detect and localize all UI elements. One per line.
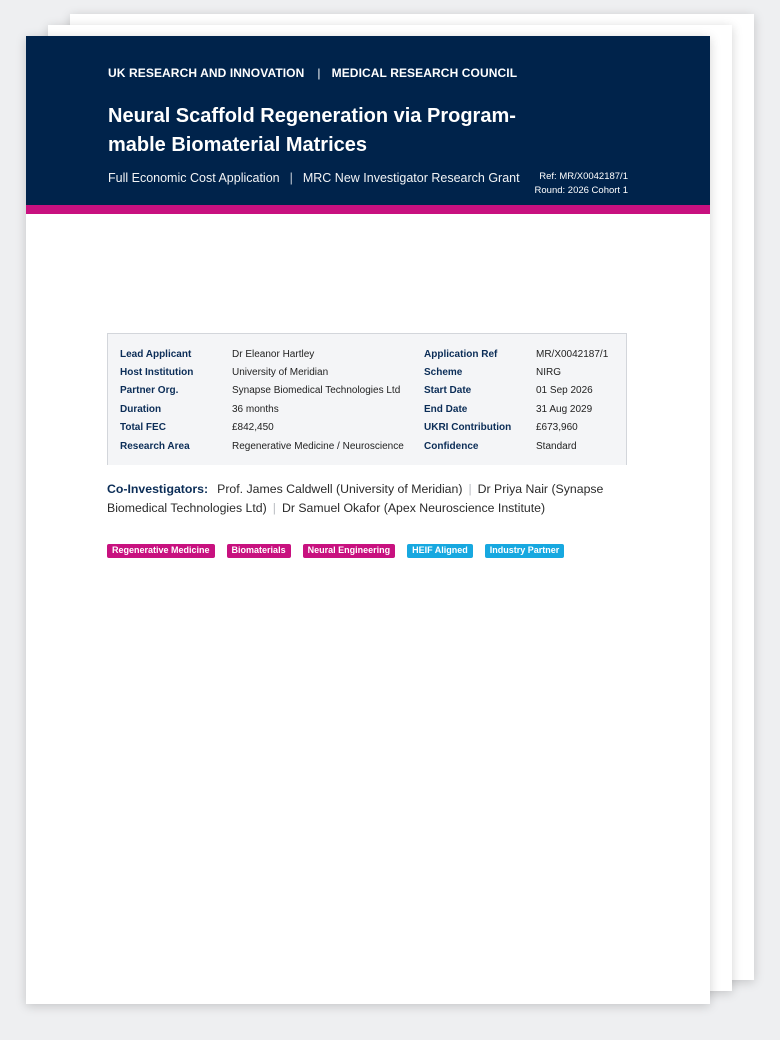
detail-value: 01 Sep 2026 (536, 385, 593, 397)
application-details-panel (107, 333, 627, 465)
tag-badge: HEIF Aligned (407, 544, 473, 558)
detail-value: NIRG (536, 367, 561, 379)
document-title: Neural Scaffold Regeneration via Program-mable Biomaterial Matrices (108, 105, 516, 156)
reference-block (535, 170, 628, 198)
co-investigators-label: Co-Investigators: (107, 482, 209, 496)
detail-label: Partner Org. (120, 385, 179, 397)
scheme-separator: | (289, 171, 293, 185)
co-investigator-name: Dr Priya Nair (Synapse Biomedical Technologies Ltd) (107, 482, 604, 515)
co-investigator-name: Dr Samuel Okafor (Apex Neuroscience Institute) (281, 500, 546, 515)
scheme-line (108, 171, 520, 185)
co-investigator-separator: | (272, 500, 276, 515)
tag-badge: Industry Partner (485, 544, 565, 558)
detail-value: Standard (536, 440, 577, 452)
tag-badge: Neural Engineering (303, 544, 396, 558)
details-row (120, 345, 608, 363)
detail-label: Start Date (424, 385, 472, 397)
detail-value: University of Meridian (232, 367, 329, 379)
accent-bar (26, 205, 710, 214)
details-table (120, 345, 608, 455)
detail-value: 36 months (232, 403, 279, 415)
detail-value: 31 Aug 2029 (536, 403, 593, 415)
org-separator: | (317, 66, 321, 80)
application-type: Full Economic Cost Application (108, 171, 280, 185)
details-row (120, 400, 608, 418)
co-investigators (107, 480, 632, 517)
org-primary: UK RESEARCH AND INNOVATION (108, 66, 305, 80)
detail-label: End Date (424, 403, 468, 415)
co-investigator-name: Prof. James Caldwell (University of Meridian) (217, 482, 463, 496)
detail-label: Application Ref (424, 348, 498, 360)
details-row (120, 363, 608, 381)
detail-label: Scheme (424, 367, 463, 379)
detail-label: Lead Applicant (120, 348, 192, 360)
detail-value: Regenerative Medicine / Neuroscience (232, 440, 404, 452)
org-secondary: MEDICAL RESEARCH COUNCIL (331, 66, 518, 80)
detail-value: MR/X0042187/1 (536, 348, 609, 360)
tag-list (107, 540, 576, 558)
document-header (26, 36, 710, 205)
details-row (120, 382, 608, 400)
tag-badge: Biomaterials (227, 544, 291, 558)
detail-label: Duration (120, 403, 162, 415)
co-investigator-separator: | (468, 482, 472, 496)
detail-label: Host Institution (120, 367, 194, 379)
detail-label: Confidence (424, 440, 479, 452)
detail-value: Dr Eleanor Hartley (232, 348, 315, 360)
details-row (120, 419, 608, 437)
tag-badge: Regenerative Medicine (107, 544, 215, 558)
details-row (120, 437, 608, 455)
org-line (108, 66, 517, 80)
detail-value: Synapse Biomedical Technologies Ltd (232, 385, 401, 397)
funding-round: Round: 2026 Cohort 1 (534, 185, 628, 196)
reference-number: Ref: MR/X0042187/1 (539, 171, 628, 182)
detail-label: Research Area (120, 440, 190, 452)
detail-label: UKRI Contribution (424, 422, 512, 434)
document-page (26, 36, 710, 1004)
detail-label: Total FEC (120, 422, 166, 434)
detail-value: £673,960 (536, 422, 578, 434)
scheme-name: MRC New Investigator Research Grant (302, 171, 520, 185)
detail-value: £842,450 (232, 422, 274, 434)
